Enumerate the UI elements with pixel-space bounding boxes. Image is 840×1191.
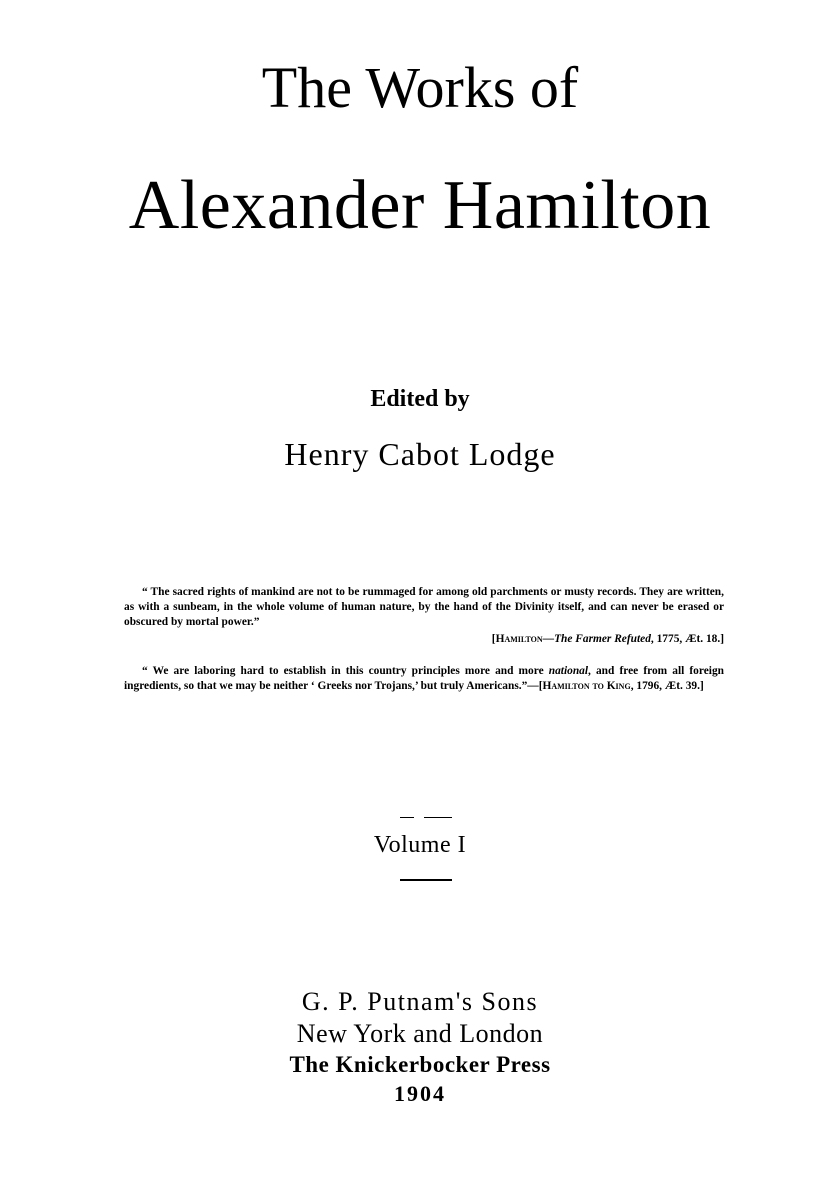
title-line-2: Alexander Hamilton: [128, 167, 712, 244]
quote-2-text-after: , and free from all foreign ingredients, so that we may be neither ‘ Greeks nor Trojans,’ but truly Americans.”—: [124, 665, 724, 692]
press-name: The Knickerbocker Press: [289, 1052, 551, 1077]
quote-2-text-before: “ We are laboring hard to establish in this country principles more and more: [142, 665, 549, 677]
edited-by-label: Edited by: [370, 386, 470, 412]
volume-top-dash: [400, 817, 452, 818]
volume-bottom-rule: [400, 879, 452, 881]
quote-1-cite-author: [Hamilton—: [491, 633, 555, 645]
quote-2-cite-author: [Hamilton to King: [538, 680, 631, 692]
publisher-name: G. P. Putnam's Sons: [301, 987, 539, 1016]
publication-year: 1904: [394, 1081, 446, 1106]
epigraph-quote-1: [124, 585, 724, 647]
title-line-1: The Works of: [261, 55, 579, 120]
quote-1-cite-rest: , 1775, Æt. 18.]: [650, 633, 724, 645]
quote-2-emphasis: national: [548, 665, 589, 677]
publisher-location: New York and London: [296, 1019, 544, 1048]
editor-name: Henry Cabot Lodge: [284, 436, 556, 472]
epigraph-quote-2: [124, 664, 724, 694]
quote-1-cite-work: The Farmer Refuted: [554, 633, 651, 645]
volume-label: Volume I: [373, 832, 467, 858]
quote-1-citation: [124, 632, 724, 647]
quote-1-text: “ The sacred rights of mankind are not to be rummaged for among old parchments or musty records. They are written, as with a sunbeam, in the whole volume of human nature, by the hand of the Divinity itself, and can never be erased or obscured by mortal power.”: [124, 586, 724, 628]
quote-2-cite-rest: , 1796, Æt. 39.]: [630, 680, 704, 692]
